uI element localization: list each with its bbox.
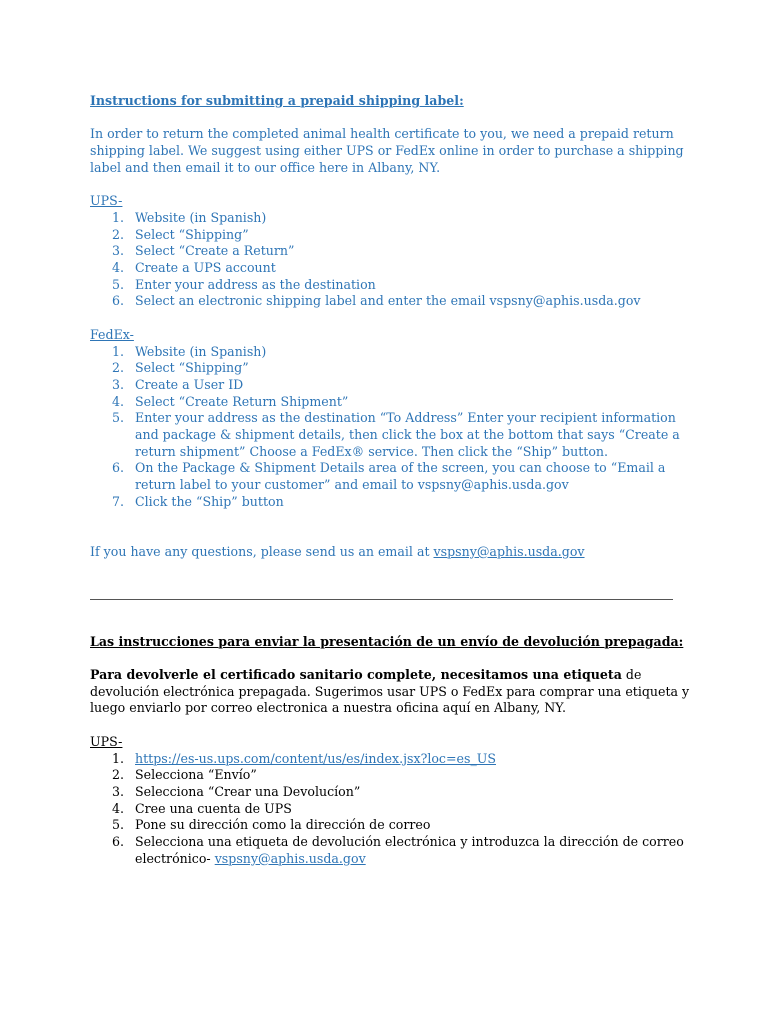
spanish-ups-step: 1. https://es-us.ups.com/content/us/es/index.jsx?loc=es_US bbox=[112, 750, 496, 766]
ups-step: 2. Select “Shipping” bbox=[112, 226, 249, 242]
english-intro: In order to return the completed animal health certificate to you, we need a prepaid return shipping label. We suggest using either UPS or FedEx online in order to purchase a shipping label and then email it to our office here in Albany, NY. bbox=[90, 126, 684, 175]
fedex-step: 4. Select “Create Return Shipment” bbox=[112, 393, 349, 409]
questions-email-link[interactable]: vspsny@aphis.usda.gov bbox=[433, 543, 585, 559]
spanish-heading: Las instrucciones para enviar la presentación de un envío de devolución prepagada: bbox=[90, 633, 684, 649]
fedex-step: 2. Select “Shipping” bbox=[112, 360, 249, 376]
spanish-ups-step: 4. Cree una cuenta de UPS bbox=[112, 800, 292, 816]
spanish-ups-step: 3. Selecciona “Crear una Devolucíon” bbox=[112, 783, 361, 799]
spanish-ups-step: 2. Selecciona “Envío” bbox=[112, 767, 257, 783]
english-heading: Instructions for submitting a prepaid shipping label: bbox=[90, 93, 464, 108]
spanish-intro-rest: de devolución electrónica prepagada. Sugerimos usar UPS o FedEx para comprar una etiqueta y luego enviarlo por correo electronica a nuestra oficina aquí en Albany, NY. bbox=[90, 667, 690, 716]
ups-label: UPS- bbox=[90, 193, 123, 209]
spanish-intro-bold: Para devolverle el certificado sanitario complete, necesitamos una etiqueta bbox=[90, 667, 622, 683]
fedex-step: 1. Website (in Spanish) bbox=[112, 343, 267, 359]
fedex-step: 7. Click the “Ship” button bbox=[112, 493, 284, 509]
questions-line bbox=[90, 544, 690, 561]
spanish-ups-steps-list bbox=[90, 751, 690, 868]
fedex-steps-list bbox=[90, 344, 690, 511]
ups-step: 1. Website (in Spanish) bbox=[112, 209, 267, 225]
fedex-step: 3. Create a User ID bbox=[112, 376, 244, 392]
ups-step: 3. Select “Create a Return” bbox=[112, 243, 295, 259]
fedex-label: FedEx- bbox=[90, 326, 134, 342]
spanish-ups-step: 5. Pone su dirección como la dirección de correo bbox=[112, 817, 431, 833]
spanish-intro bbox=[90, 667, 690, 717]
spanish-email-link[interactable]: vspsny@aphis.usda.gov bbox=[214, 850, 366, 866]
spanish-ups-step: 6. Selecciona una etiqueta de devolución electrónica y introduzca la dirección de correo electrónico- vspsny@aphis.usda.gov bbox=[112, 834, 684, 866]
fedex-step: 5. Enter your address as the destination “To Address” Enter your recipient information and package & shipment details, then click the box at the bottom that says “Create a return shipment” Choose a FedEx® service. Then click the “Ship” button. bbox=[112, 410, 680, 459]
ups-website-link[interactable]: https://es-us.ups.com/content/us/es/index.jsx?loc=es_US bbox=[135, 750, 496, 766]
fedex-step: 6. On the Package & Shipment Details area of the screen, you can choose to “Email a return label to your customer” and email to vspsny@aphis.usda.gov bbox=[112, 460, 666, 493]
document-page bbox=[90, 93, 690, 867]
ups-steps-list bbox=[90, 210, 690, 310]
ups-step: 4. Create a UPS account bbox=[112, 260, 276, 275]
questions-text: If you have any questions, please send us an email at bbox=[90, 543, 434, 559]
ups-step: 5. Enter your address as the destination bbox=[112, 276, 376, 292]
spanish-ups-label: UPS- bbox=[90, 733, 123, 749]
ups-step: 6. Select an electronic shipping label and enter the email vspsny@aphis.usda.gov bbox=[112, 293, 641, 309]
